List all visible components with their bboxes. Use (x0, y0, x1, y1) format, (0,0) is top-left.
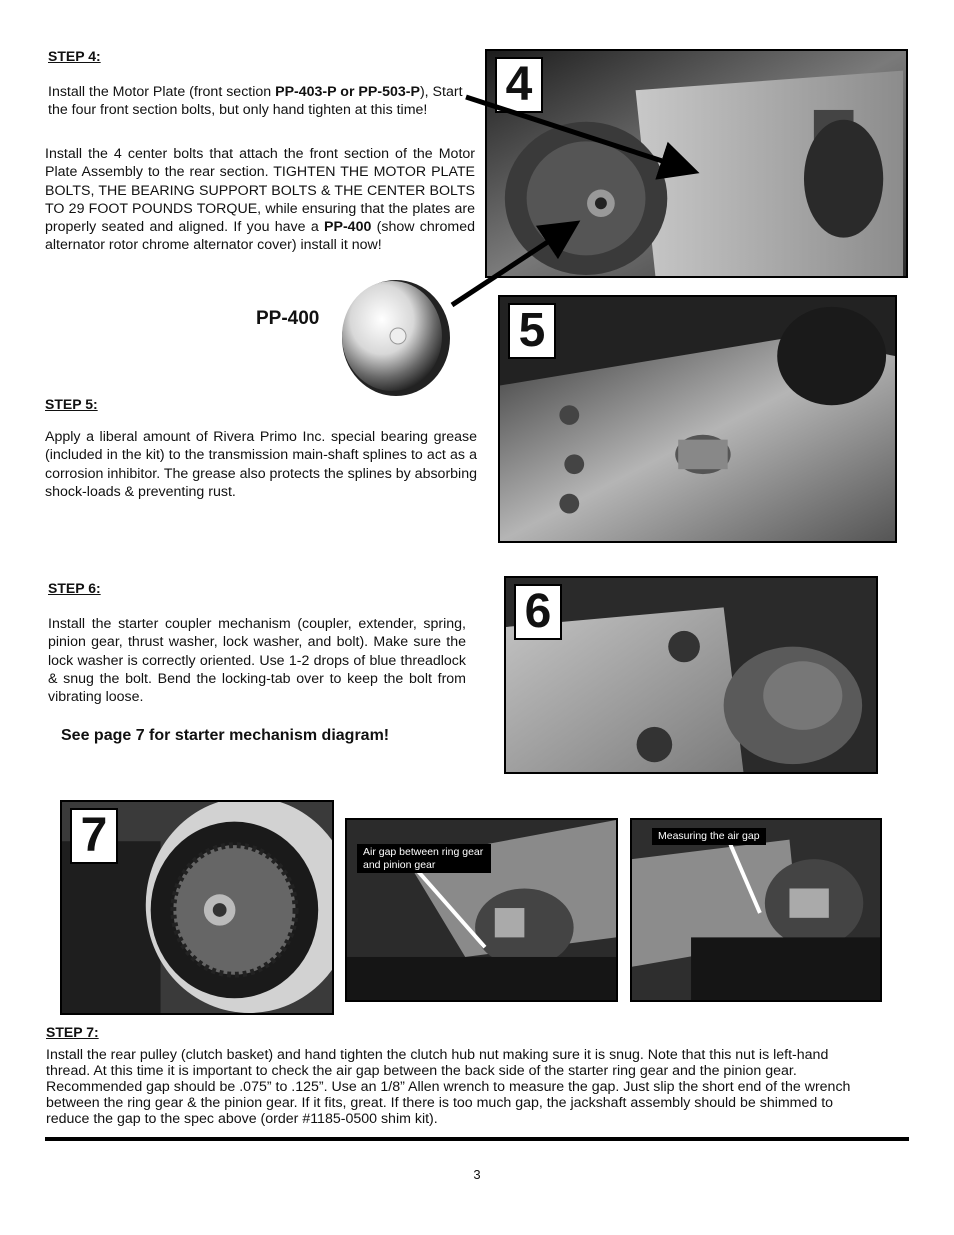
step5-heading: STEP 5: (45, 396, 98, 412)
step4-p1-part-number: PP-403-P or PP-503-P (275, 84, 420, 100)
step5-paragraph: Apply a liberal amount of Rivera Primo Inc. special bearing grease (included in the kit) to the transmission main-shaft splines to act as a corrosion inhibitor. The grease also protects the splines by absorbing shock-loads & preventing rust. (45, 429, 477, 500)
page-number: 3 (473, 1167, 481, 1182)
photo-air-gap (345, 818, 618, 1002)
step4-p2-text-end: (show chromed alternator rotor chrome alternator cover) install it now! (45, 219, 475, 254)
step6-diagram-note: See page 7 for starter mechanism diagram! (61, 727, 390, 744)
step4-p2-part-number: PP-400 (324, 219, 372, 236)
photo-number-5: 5 (508, 303, 556, 359)
pp400-label: PP-400 (256, 308, 320, 329)
photo-step-6 (504, 576, 878, 774)
step4-p1-text: Install the Motor Plate (front section (48, 84, 276, 100)
photo-step-5 (498, 295, 897, 543)
footer-rule (45, 1137, 909, 1141)
photo-number-6: 6 (514, 584, 562, 640)
measuring-caption: Measuring the air gap (652, 828, 766, 845)
step4-p1-text-end: ), Start the four front section bolts, but only hand tighten at this time! (48, 84, 463, 119)
step7-paragraph: Install the rear pulley (clutch basket) and hand tighten the clutch hub nut making sure it is snug. Note that this nut is left-hand thread. At this time it is important to check the air gap between the back side of the starter ring gear and the pinion gear. Recommended gap should be .075” to .125”. Use an 1/8” Allen wrench to measure the gap. Just slip the short end of the wrench between the ring gear & the pinion gear. If it fits, great. If there is too much gap, the jackshaft assembly should be shimmed to reduce the gap to the spec above (order #1185-0500 shim kit). (46, 1047, 851, 1127)
photo-step-7 (60, 800, 334, 1015)
step4-p2-text: Install the 4 center bolts that attach the front section of the Motor Plate Assembly to the rear section. TIGHTEN THE MOTOR PLATE BOLTS, THE BEARING SUPPORT BOLTS & THE CENTER BOLTS TO 29 FOOT POUNDS TORQUE, while ensuring that the plates are properly seated and aligned. If you have a (45, 146, 475, 236)
air-gap-caption: Air gap between ring gear and pinion gear (357, 844, 491, 873)
step4-heading: STEP 4: (48, 48, 101, 64)
step6-heading: STEP 6: (48, 580, 101, 596)
photo-number-7: 7 (70, 808, 118, 864)
step6-paragraph: Install the starter coupler mechanism (coupler, extender, spring, pinion gear, thrust washer, lock washer, and bolt). Make sure the lock washer is correctly oriented. Use 1-2 drops of blue threadlock & snug the bolt. Bend the locking-tab over to keep the bolt from vibrating loose. (48, 616, 466, 706)
step7-heading: STEP 7: (46, 1024, 99, 1040)
photo-measuring-gap (630, 818, 882, 1002)
photo-number-4: 4 (495, 57, 543, 113)
